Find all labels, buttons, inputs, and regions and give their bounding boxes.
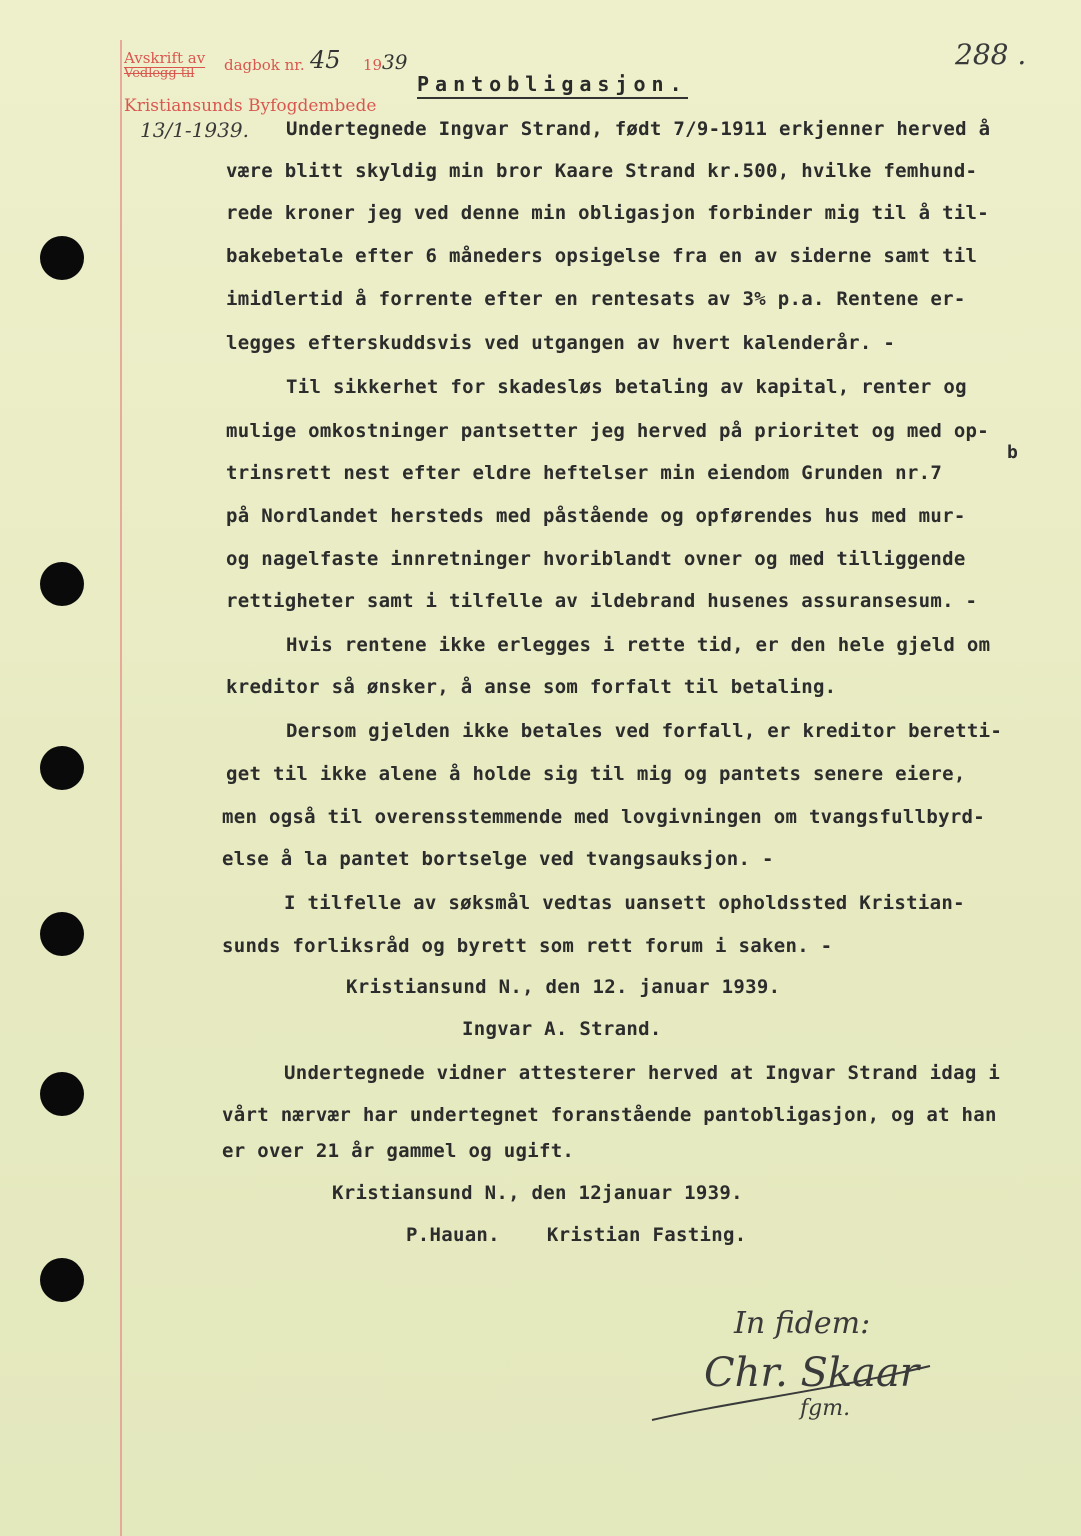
signature-line2: Chr. Skaar	[704, 1350, 919, 1396]
body-line-1: Undertegnede Ingvar Strand, født 7/9-1911 erkjenner herved å	[286, 118, 991, 140]
body-line-9: trinsrett nest efter eldre heftelser min eiendom Grunden nr.7	[226, 462, 943, 484]
body-line-14: kreditor så ønsker, å anse som forfalt til betaling.	[226, 676, 837, 698]
body-line-11: og nagelfaste innretninger hvoriblandt ovner og med tilliggende	[226, 548, 966, 570]
punch-hole-4	[40, 912, 84, 956]
body-line-13: Hvis rentene ikke erlegges i rette tid, er den hele gjeld om	[286, 634, 991, 656]
document-title: Pantobligasjon.	[417, 72, 688, 99]
stamp-line1: Avskrift av	[124, 49, 206, 67]
punch-hole-3	[40, 746, 84, 790]
dagbok-number: 45	[310, 46, 341, 74]
body-line-12: rettigheter samt i tilfelle av ildebrand husenes assuransesum. -	[226, 590, 978, 612]
page-number: 288 .	[955, 38, 1027, 71]
punch-hole-2	[40, 562, 84, 606]
punch-hole-6	[40, 1258, 84, 1302]
stamp-kristiansunds: Kristiansunds Byfogdembede	[124, 96, 377, 116]
body-line-22: Ingvar A. Strand.	[462, 1018, 662, 1040]
stamp-vedlegg	[124, 64, 194, 84]
stamp-year-prefix: 19	[363, 56, 383, 74]
body-line-27: P.Hauan. Kristian Fasting.	[406, 1224, 747, 1246]
body-line-17: men også til overensstemmende med lovgivningen om tvangsfullbyrd-	[222, 806, 986, 828]
body-line-8: mulige omkostninger pantsetter jeg herved på prioritet og med op-	[226, 420, 990, 442]
body-line-10: på Nordlandet hersteds med påstående og opførendes hus med mur-	[226, 505, 966, 527]
body-line-25: er over 21 år gammel og ugift.	[222, 1140, 575, 1162]
body-line-19: I tilfelle av søksmål vedtas uansett opholdssted Kristian-	[284, 892, 965, 914]
body-line-6: legges efterskuddsvis ved utgangen av hvert kalenderår. -	[226, 332, 896, 354]
handwritten-date: 13/1-1939.	[140, 118, 249, 142]
signature-block	[650, 1290, 950, 1430]
body-line-24: vårt nærvær har undertegnet foranstående pantobligasjon, og at han	[222, 1104, 997, 1126]
body-line-26: Kristiansund N., den 12januar 1939.	[332, 1182, 743, 1204]
superscript-b: b	[1007, 442, 1018, 463]
body-line-2: være blitt skyldig min bror Kaare Strand kr.500, hvilke femhund-	[226, 160, 978, 182]
body-line-4: bakebetale efter 6 måneders opsigelse fra en av siderne samt til	[226, 245, 978, 267]
body-line-3: rede kroner jeg ved denne min obligasjon forbinder mig til å til-	[226, 202, 990, 224]
punch-hole-1	[40, 236, 84, 280]
signature-flourish	[650, 1290, 950, 1430]
stamp-line2: Vedlegg til	[124, 66, 195, 81]
body-line-21: Kristiansund N., den 12. januar 1939.	[346, 976, 781, 998]
punch-hole-5	[40, 1072, 84, 1116]
margin-line	[120, 40, 122, 1536]
stamp-dagbok-label: dagbok nr.	[224, 56, 305, 74]
body-line-18: else å la pantet bortselge ved tvangsauksjon. -	[222, 848, 774, 870]
body-line-7: Til sikkerhet for skadesløs betaling av kapital, renter og	[286, 376, 967, 398]
body-line-15: Dersom gjelden ikke betales ved forfall, er kreditor beretti-	[286, 720, 1003, 742]
signature-line1: In fidem:	[734, 1306, 871, 1341]
body-line-23: Undertegnede vidner attesterer herved at Ingvar Strand idag i	[284, 1062, 1001, 1084]
stamp-dagbok	[224, 55, 305, 75]
body-line-20: sunds forliksråd og byrett som rett forum i saken. -	[222, 935, 833, 957]
body-line-5: imidlertid å forrente efter en rentesats av 3% p.a. Rentene er-	[226, 288, 966, 310]
stamp-year-suffix: 39	[382, 50, 408, 74]
body-line-16: get til ikke alene å holde sig til mig og pantets senere eiere,	[226, 763, 966, 785]
signature-line3: fgm.	[800, 1396, 851, 1421]
